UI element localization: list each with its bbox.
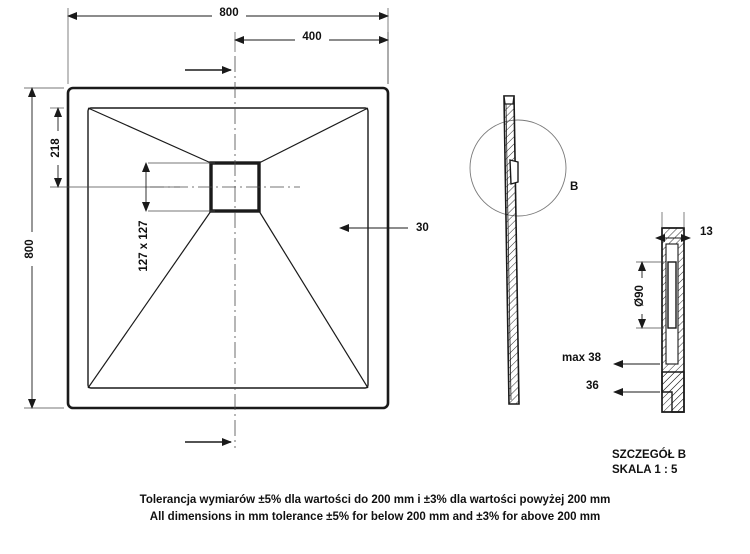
dim-left-drain-offset-text: 218 bbox=[50, 138, 63, 158]
dim-base-height-text: 36 bbox=[586, 380, 599, 392]
detail-b-view bbox=[562, 212, 713, 412]
detail-label: SZCZEGÓŁ B bbox=[612, 449, 687, 461]
slope-lines bbox=[88, 108, 368, 388]
tolerance-notes bbox=[0, 492, 750, 526]
dim-left-drain-offset bbox=[48, 108, 64, 187]
dim-slope-edge bbox=[340, 222, 429, 234]
dim-top-center-text: 400 bbox=[302, 31, 322, 44]
tolerance-note-pl: Tolerancja wymiarów ±5% dla wartości do 200 mm i ±3% dla wartości powyżej 200 mm bbox=[139, 494, 611, 506]
dim-top-overall bbox=[68, 6, 388, 20]
detail-drain-insert bbox=[668, 262, 676, 328]
section-arrow-marks bbox=[185, 70, 231, 442]
dim-base-height bbox=[586, 380, 660, 392]
tolerance-note-en: All dimensions in mm tolerance ±5% for below 200 mm and ±3% for above 200 mm bbox=[149, 511, 601, 523]
dim-drain-square-text: 127 x 127 bbox=[138, 220, 151, 272]
dim-left-overall bbox=[22, 88, 38, 408]
section-top-lip bbox=[504, 96, 514, 104]
tray-outline bbox=[68, 88, 388, 408]
detail-circle-label: B bbox=[570, 181, 579, 193]
dim-drain-diameter-text: Ø90 bbox=[634, 285, 647, 307]
dim-max-height bbox=[562, 352, 660, 364]
dim-drain-square bbox=[136, 163, 215, 277]
dim-max-height-text: max 38 bbox=[562, 352, 602, 364]
dim-left-overall-text: 800 bbox=[24, 239, 37, 259]
detail-title-block bbox=[612, 448, 686, 478]
dim-top-overall-text: 800 bbox=[219, 7, 239, 20]
scale-label: SKALA 1 : 5 bbox=[612, 464, 678, 476]
dim-section-thickness-text: 13 bbox=[700, 226, 713, 238]
plan-view bbox=[22, 6, 429, 448]
dim-drain-diameter bbox=[632, 262, 664, 328]
dim-slope-edge-text: 30 bbox=[416, 222, 429, 235]
dim-top-center bbox=[235, 30, 388, 44]
extension-lines-left bbox=[24, 88, 180, 408]
section-drain-bump bbox=[510, 160, 518, 184]
basin-boundary bbox=[88, 108, 368, 388]
